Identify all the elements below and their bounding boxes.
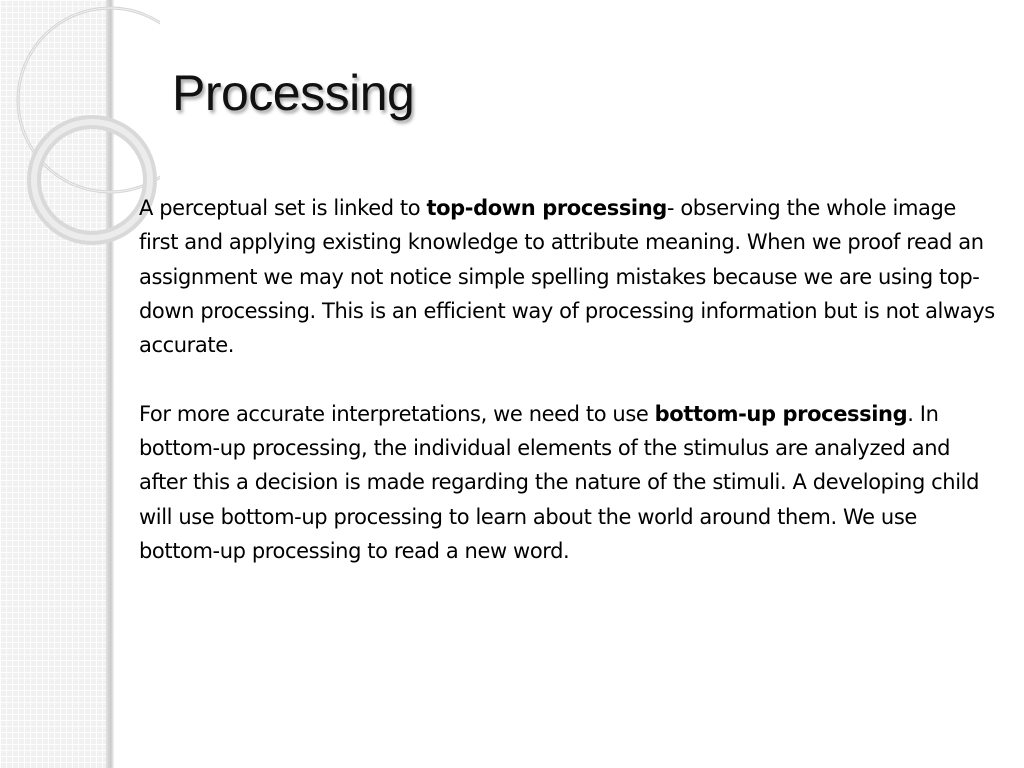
paragraph-bottom-up [139,397,999,568]
term-top-down-processing: top-down processing [426,196,667,220]
paragraph-2-text-start: For more accurate interpretations, we need to use [139,401,655,426]
paragraph-1-text-end: - observing the whole image first and applying existing knowledge to attribute meaning. When we proof read an assignment we may not notice simple spelling mistakes because we are using top-down processing. This is an efficient way of processing information but is not always accurate. [139,196,995,358]
paragraph-top-down [139,191,999,362]
paragraph-1-text-start: A perceptual set is linked to [139,196,427,220]
term-bottom-up-processing: bottom-up processing [654,401,908,426]
small-ring-inner [34,122,150,238]
slide-title: Processing [172,65,415,121]
paragraph-2-text-end: . In bottom-up processing, the individual elements of the stimulus are analyzed and after this a decision is made regarding the nature of the stimuli. A developing child will use bottom-up processing to learn about the world around them. We use bottom-up processing to read a new word. [139,401,980,563]
decorative-rings [0,0,160,260]
slide-body [139,191,999,568]
